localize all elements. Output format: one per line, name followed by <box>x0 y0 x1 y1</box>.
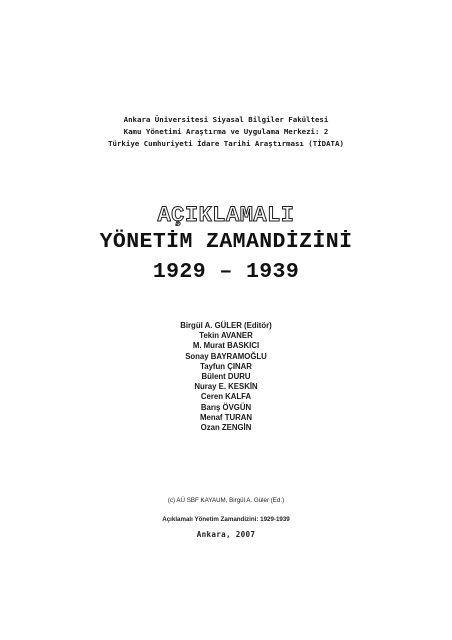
book-title-line: Açıklamalı Yönetim Zamandizini: 1929-1939 <box>162 516 290 523</box>
authors-list <box>0 321 452 433</box>
copyright-line: (c) AÜ SBF KAYAUM, Birgül A. Güler (Ed.) <box>167 497 285 504</box>
institution-line-1: Ankara Üniversitesi Siyasal Bilgiler Fakültesi <box>123 115 329 124</box>
institution-block <box>0 114 452 150</box>
author-name: Tekin AVANER <box>199 331 253 341</box>
title-line-2: YÖNETİM ZAMANDİZİNİ <box>99 230 353 254</box>
author-name: Ceren KALFA <box>200 392 252 402</box>
title-line-1: AÇIKLAMALI <box>157 203 295 228</box>
place-year: Ankara, 2007 <box>196 530 256 539</box>
author-name: M. Murat BASKICI <box>192 341 260 351</box>
author-name: Ozan ZENGİN <box>200 423 252 433</box>
author-name: Nuray E. KESKİN <box>194 382 258 392</box>
author-name: Bülent DURU <box>201 372 251 382</box>
institution-line-2: Kamu Yönetimi Araştırma ve Uygulama Merkezi: 2 <box>123 127 329 136</box>
author-name: Birgül A. GÜLER (Editör) <box>180 321 272 330</box>
institution-line-3: Türkiye Cumhuriyeti İdare Tarihi Araştırması (TİDATA) <box>108 139 344 148</box>
author-name: Tayfun ÇINAR <box>200 361 252 371</box>
author-name: Menaf TURAN <box>200 412 252 422</box>
author-name: Barış ÖVGÜN <box>200 402 252 412</box>
title-line-3: 1929 – 1939 <box>152 260 300 284</box>
author-name: Sonay BAYRAMOĞLU <box>185 351 267 361</box>
